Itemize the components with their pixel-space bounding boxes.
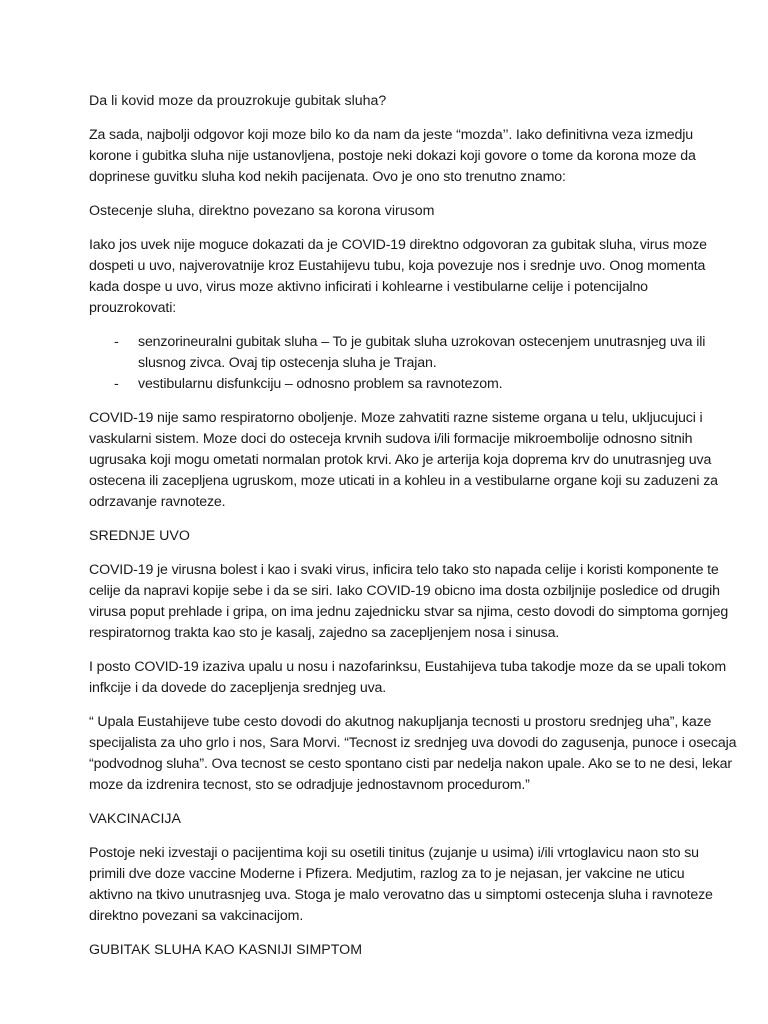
text-line: COVID-19 je virusna bolest i kao i svaki virus, inficira telo tako sto napada celije i koristi komponente te: [89, 562, 719, 578]
intro-paragraph: [89, 125, 696, 188]
list-item: [89, 374, 679, 395]
list-dash: -: [114, 376, 119, 392]
text-line: odrzavanje ravnoteze.: [89, 494, 226, 510]
text-line: celije da napravi kopije sebe i da se siri. Iako COVID-19 obicno ima dosta ozbiljnije posledice od drugih: [89, 583, 720, 599]
middle-ear-paragraph-1: [89, 560, 729, 644]
text-line: Za sada, najbolji odgovor koji moze bilo ko da nam da jeste “mozda’’. Iako definitivna veza izmedju: [89, 127, 693, 143]
section-heading-middle-ear: SREDNJE UVO: [89, 528, 190, 544]
text-line: COVID-19 nije samo respiratorno oboljenje. Moze zahvatiti razne sisteme organa u telu, ukljucujuci i: [89, 410, 703, 426]
text-line: “podvodnog sluha”. Ova tecnost se cesto spontano cisti par nedelja nakon upale. Ako se to ne desi, lekar: [89, 756, 732, 772]
text-line: vestibularnu disfunkciju – odnosno problem sa ravnotezom.: [138, 376, 503, 392]
text-line: senzorineuralni gubitak sluha – To je gubitak sluha uzrokovan ostecenjem unutrasnjeg uva ili: [138, 334, 706, 350]
text-line: aktivno na tkivo unutrasnjeg uva. Stoga je malo verovatno das u simptomi ostecenja sluha i ravnoteze: [89, 887, 713, 903]
text-line: I posto COVID-19 izaziva upalu u nosu i nazofarinksu, Eustahijeva tuba takodje moze da se upali tokom: [89, 659, 727, 675]
text-line: specijalista za uho grlo i nos, Sara Morvi. “Tecnost iz srednjeg uva dovodi do zagusenja, punoce i osecaja: [89, 735, 737, 751]
hearing-damage-paragraph: [89, 235, 707, 319]
document-page: [89, 91, 737, 974]
list-item: [89, 332, 706, 374]
vaccination-paragraph: [89, 843, 713, 927]
text-line: “ Upala Eustahijeve tube cesto dovodi do akutnog nakupljanja tecnosti u prostoru srednjeg uha”, kaze: [89, 714, 712, 730]
text-line: vaskularni sistem. Moze doci do osteceja krvnih sudova i/ili formacije mikroembolije odnosno sitnih: [89, 431, 693, 447]
covid-systems-paragraph: [89, 408, 718, 513]
text-line: moze da izdrenira tecnost, sto se odradjuje jednostavnom procedurom.”: [89, 777, 530, 793]
section-heading-hearing-damage: Ostecenje sluha, direktno povezano sa korona virusom: [89, 203, 435, 219]
text-line: primili dve doze vaccine Moderne i Pfizera. Medjutim, razlog za to je nejasan, jer vakcine ne uticu: [89, 866, 685, 882]
list-dash: -: [114, 334, 119, 350]
section-heading-late-symptom: GUBITAK SLUHA KAO KASNIJI SIMPTOM: [89, 942, 363, 958]
text-line: korone i gubitka sluha nije ustanovljena, postoje neki dokazi koji govore o tome da korona moze da: [89, 148, 696, 164]
middle-ear-paragraph-2: [89, 657, 727, 699]
document-title: Da li kovid moze da prouzrokuje gubitak sluha?: [89, 93, 387, 109]
section-heading-vaccination: VAKCINACIJA: [89, 811, 181, 827]
text-line: virusa poput prehlade i gripa, on ima jednu zajednicku stvar sa njima, cesto dovodi do simptoma gornjeg: [89, 604, 729, 620]
text-line: respiratornog trakta kao sto je kasalj, zajedno sa zacepljenjem nosa i sinusa.: [89, 625, 560, 641]
symptom-list: [89, 332, 706, 395]
text-line: ostecena ili zacepljena ugruskom, moze uticati in a kohleu in a vestibularne organe koji su zaduzeni za: [89, 473, 718, 489]
text-line: Iako jos uvek nije moguce dokazati da je COVID-19 direktno odgovoran za gubitak sluha, virus moze: [89, 237, 707, 253]
text-line: infkcije i da dovede do zacepljenja srednjeg uva.: [89, 680, 387, 696]
text-line: direktno povezani sa vakcinacijom.: [89, 908, 304, 924]
text-line: dospeti u uvo, najverovatnije kroz Eustahijevu tubu, koja povezuje nos i srednje uvo. Onog momenta: [89, 258, 706, 274]
text-line: Postoje neki izvestaji o pacijentima koji su osetili tinitus (zujanje u usima) i/ili vrtoglavicu naon sto su: [89, 845, 699, 861]
text-line: prouzrokovati:: [89, 300, 177, 316]
middle-ear-quote-paragraph: [89, 712, 737, 796]
text-line: ugrusaka koji mogu ometati normalan protok krvi. Ako je arterija koja doprema krv do unutrasnjeg uva: [89, 452, 712, 468]
text-line: doprinese guvitku sluha kod nekih pacijenata. Ovo je ono sto trenutno znamo:: [89, 169, 566, 185]
text-line: slusnog zivca. Ovaj tip ostecenja sluha je Trajan.: [138, 355, 437, 371]
text-line: kada dospe u uvo, virus moze aktivno inficirati i kohlearne i vestibularne celije i potencijalno: [89, 279, 648, 295]
